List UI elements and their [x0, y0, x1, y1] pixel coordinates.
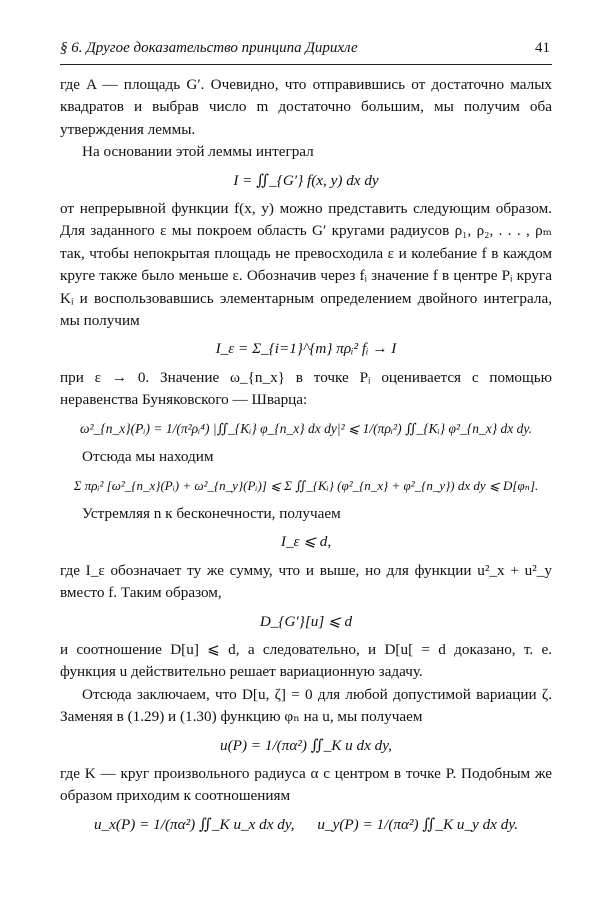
paragraph-9: Отсюда заключаем, что D[u, ζ] = 0 для любой допустимой вариации ζ. Заменяя в (1.29) и (1.30) функцию φₙ на u, мы получаем — [60, 685, 552, 726]
equation-7: u(P) = 1/(πα²) ∬_K u dx dy, — [220, 736, 392, 754]
equation-3: ω²_{n_x}(Pᵢ) = 1/(π²ρᵢ⁴) |∬_{Kᵢ} φ_{n_x} dx dy|² ⩽ 1/(πρᵢ²) ∬_{Kᵢ} φ²_{n_x} dx dy. — [80, 420, 532, 436]
paragraph-5: Отсюда мы находим — [82, 448, 214, 466]
running-title: § 6. Другое доказательство принципа Дирихле — [60, 40, 358, 56]
equation-8b: u_y(P) = 1/(πα²) ∬_K u_y dx dy. — [317, 815, 519, 833]
page-number: 41 — [535, 40, 550, 56]
paragraph-1: где A — площадь G′. Очевидно, что отправившись от достаточно малых квадратов и выбрав число m достаточно большим, мы получим оба утверждения леммы. — [60, 76, 552, 138]
header-rule — [60, 64, 552, 65]
paragraph-6: Устремляя n к бесконечности, получаем — [82, 504, 341, 522]
paragraph-3: от непрерывной функции f(x, y) можно представить следующим образом. Для заданного ε мы покроем область G′ кругами радиусов ρ₁, ρ₂, . . . , ρₘ так, чтобы непокрытая площадь не превосходила ε и колебание f в каждом круге также было меньше ε. Обозначив через fᵢ значение f в центре Pᵢ круга Kᵢ и воспользовавшись элементарным определением двойного интеграла, мы получим — [60, 200, 552, 330]
running-header — [60, 40, 550, 57]
equation-8a: u_x(P) = 1/(πα²) ∬_K u_x dx dy, — [93, 815, 295, 833]
equation-2: I_ε = Σ_{i=1}^{m} πρᵢ² fᵢ → I — [215, 340, 397, 358]
paragraph-4: при ε → 0. Значение ω_{n_x} в точке Pᵢ оценивается с помощью неравенства Буняковского — Шварца: — [60, 368, 552, 409]
equation-5: I_ε ⩽ d, — [280, 533, 332, 551]
paragraph-8: и соотношение D[u] ⩽ d, а следовательно, и D[u[ = d доказано, т. е. функция u действительно решает вариационную задачу. — [60, 640, 552, 681]
paragraph-7: где I_ε обозначает ту же сумму, что и выше, но для функции u²_x + u²_y вместо f. Таким образом, — [60, 561, 552, 602]
paragraph-10: где K — круг произвольного радиуса α с центром в точке P. Подобным же образом приходим к соотношениям — [60, 764, 552, 805]
equation-1: I = ∬_{G′} f(x, y) dx dy — [233, 171, 379, 189]
equation-4: Σ πρᵢ² [ω²_{n_x}(Pᵢ) + ω²_{n_y}(Pᵢ)] ⩽ Σ ∬_{Kᵢ} (φ²_{n_x} + φ²_{n_y}) dx dy ⩽ D[φₙ]. — [73, 477, 539, 493]
equation-6: D_{G′}[u] ⩽ d — [259, 612, 353, 630]
paragraph-2: На основании этой леммы интеграл — [82, 143, 314, 161]
page-body — [60, 74, 552, 842]
equation-8 — [60, 814, 552, 836]
